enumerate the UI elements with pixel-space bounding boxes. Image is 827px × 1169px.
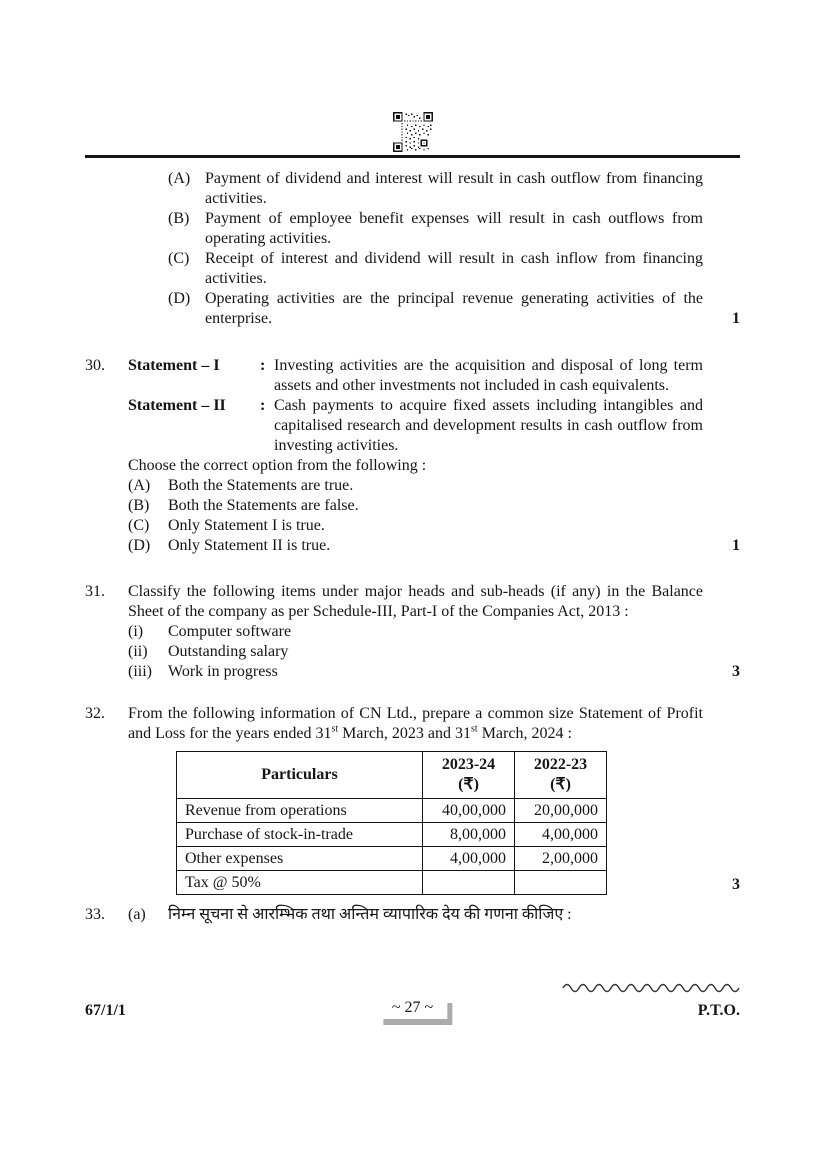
question-33: [85, 905, 740, 925]
question-30: [85, 356, 740, 556]
statement-colon: :: [260, 397, 266, 414]
option-label: (C): [168, 250, 190, 267]
header-2023-24: 2023-24 (₹): [423, 752, 515, 799]
question-31: [85, 582, 740, 682]
question-number: 31.: [85, 583, 105, 600]
option-label: (A): [168, 170, 191, 187]
qr-code-wrap: [85, 112, 740, 152]
header-2022-23: 2022-23 (₹): [515, 752, 607, 799]
question-number: 32.: [85, 705, 105, 722]
cell-2022-23: [515, 871, 607, 895]
option-text: Payment of dividend and interest will result in cash outflow from financing activities.: [205, 170, 703, 207]
option-label: (B): [168, 210, 190, 227]
statement-label: Statement – II: [128, 397, 226, 414]
item-label: (i): [128, 623, 144, 640]
top-rule: [85, 155, 740, 158]
option-label: (B): [128, 497, 150, 514]
part-label: (a): [128, 906, 146, 923]
option-text: Operating activities are the principal revenue generating activities of the enterprise.: [205, 290, 703, 327]
header-particulars: Particulars: [177, 752, 423, 799]
option-text: Receipt of interest and dividend will result in cash inflow from financing activities.: [205, 250, 703, 287]
table-header-row: [177, 752, 607, 799]
statement-row: [128, 396, 703, 456]
option-label: (D): [168, 290, 191, 307]
option-item: [128, 476, 703, 496]
cell-particulars: Purchase of stock-in-trade: [177, 823, 423, 847]
question-text: From the following information of CN Ltd., prepare a common size Statement of Profit and Loss for the years ended 31st March, 2023 and 31st March, 2024 :: [128, 705, 703, 742]
superscript: st: [471, 723, 478, 735]
option-item: [168, 249, 740, 289]
cell-particulars: Revenue from operations: [177, 799, 423, 823]
question-29-options: [168, 169, 740, 329]
list-item: [128, 642, 703, 662]
question-body: [128, 905, 703, 925]
option-label: (A): [128, 477, 151, 494]
option-label: (D): [128, 537, 151, 554]
sub-part: [128, 905, 703, 925]
cell-2022-23: 4,00,000: [515, 823, 607, 847]
cell-2023-24: [423, 871, 515, 895]
question-number: 33.: [85, 906, 105, 923]
statement-colon: :: [260, 357, 266, 374]
option-item: [128, 536, 703, 556]
option-text: Payment of employee benefit expenses will result in cash outflows from operating activities.: [205, 210, 703, 247]
cell-particulars: Other expenses: [177, 847, 423, 871]
table-row: [177, 799, 607, 823]
item-text: Outstanding salary: [168, 643, 289, 660]
question-text: Classify the following items under major heads and sub-heads (if any) in the Balance Sheet of the company as per Schedule-III, Part-I of the Companies Act, 2013 :: [128, 583, 703, 620]
page-number-box: [378, 997, 447, 1019]
common-size-table: [176, 751, 607, 895]
table-row: [177, 823, 607, 847]
pto-label: P.T.O.: [697, 1002, 740, 1019]
qr-code-icon: [393, 112, 433, 152]
item-label: (iii): [128, 663, 152, 680]
superscript: st: [331, 723, 339, 735]
option-item: [168, 169, 740, 209]
list-item: [128, 662, 703, 682]
cell-2022-23: 20,00,000: [515, 799, 607, 823]
option-item: [128, 496, 703, 516]
question-body: [128, 356, 703, 556]
table-row: [177, 847, 607, 871]
paper-code: 67/1/1: [85, 1002, 126, 1019]
item-text: Work in progress: [168, 663, 278, 680]
page-number: ~ 27 ~: [391, 999, 434, 1016]
statement-text: Investing activities are the acquisition and disposal of long term assets and other investments not included in cash equivalents.: [274, 357, 703, 394]
choose-instruction: Choose the correct option from the following :: [128, 457, 427, 474]
cell-2022-23: 2,00,000: [515, 847, 607, 871]
cell-particulars: Tax @ 50%: [177, 871, 423, 895]
page-footer: [85, 997, 740, 1037]
statement-label: Statement – I: [128, 357, 220, 374]
option-text: Only Statement II is true.: [168, 537, 331, 554]
option-text: Both the Statements are true.: [168, 477, 354, 494]
item-label: (ii): [128, 643, 148, 660]
question-body: [128, 582, 703, 682]
option-item: [168, 289, 740, 329]
option-text: Only Statement I is true.: [168, 517, 325, 534]
question-number: 30.: [85, 357, 105, 374]
option-label: (C): [128, 517, 150, 534]
option-item: [168, 209, 740, 249]
cell-2023-24: 4,00,000: [423, 847, 515, 871]
list-item: [128, 622, 703, 642]
item-text: Computer software: [168, 623, 292, 640]
marks-badge: 3: [732, 663, 740, 680]
table-row: [177, 871, 607, 895]
question-text-hindi: निम्न सूचना से आरम्भिक तथा अन्तिम व्यापारिक देय की गणना कीजिए :: [168, 906, 572, 923]
statement-row: [128, 356, 703, 396]
question-body: [128, 704, 703, 895]
cell-2023-24: 40,00,000: [423, 799, 515, 823]
marks-badge: 1: [732, 537, 740, 554]
marks-badge: 1: [732, 310, 740, 327]
option-item: [128, 516, 703, 536]
marks-badge: 3: [732, 876, 740, 893]
question-32: [85, 704, 740, 895]
statement-text: Cash payments to acquire fixed assets including intangibles and capitalised research and development results in cash outflow from investing activities.: [274, 397, 703, 454]
cell-2023-24: 8,00,000: [423, 823, 515, 847]
wavy-line: [562, 980, 740, 994]
option-text: Both the Statements are false.: [168, 497, 359, 514]
